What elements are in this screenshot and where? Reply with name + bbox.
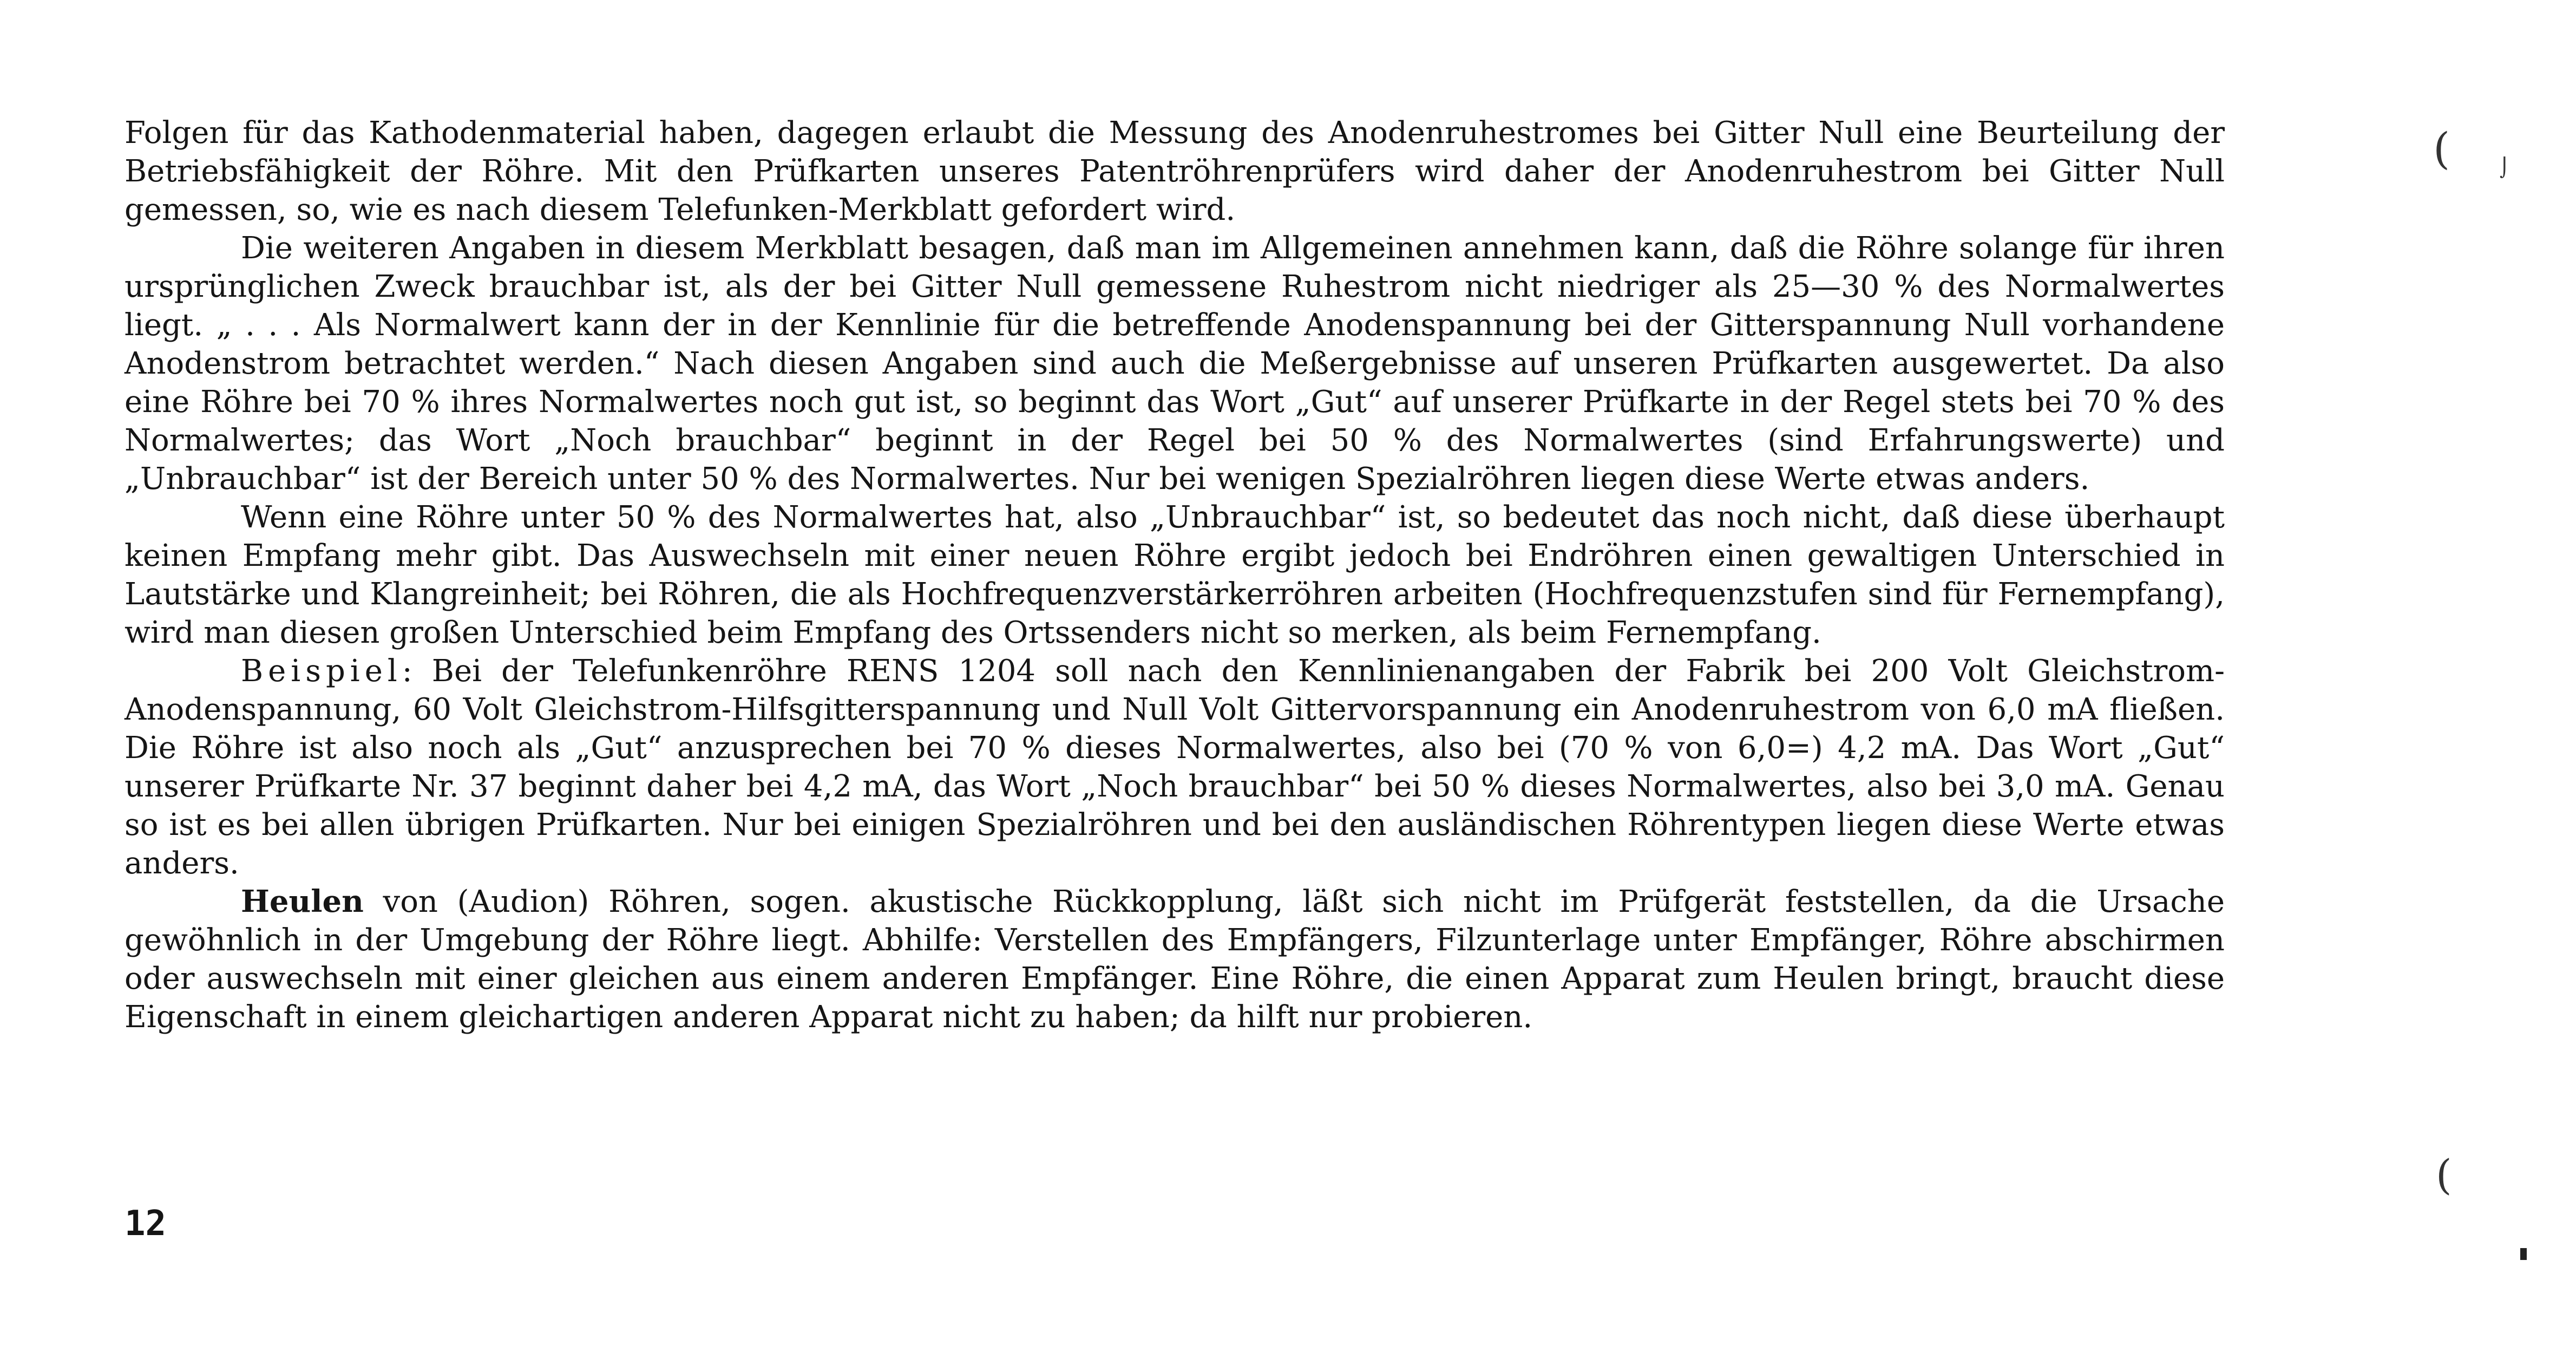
paragraph-1-text: Folgen für das Kathodenmaterial haben, dagegen erlaubt die Messung des Anodenruhestromes bei Gitter Null eine Beurteilung der Betriebsfähigkeit der Röhre. Mit den Prüfkarten unseres Patentröhrenprüfers wird daher der Anodenruhestrom bei Gitter Null gemessen, so, wie es nach diesem Telefunken-Merkblatt gefordert wird.	[124, 115, 2225, 227]
example-lead-word: Beispiel	[241, 654, 402, 689]
paragraph-4-example	[124, 652, 2225, 883]
paragraph-2-text: Die weiteren Angaben in diesem Merkblatt besagen, daß man im Allgemeinen annehmen kann, daß die Röhre solange für ihren ursprünglichen Zweck brauchbar ist, als der bei Gitter Null gemessene Ruhestrom nicht niedriger als 25—30 % des Normalwertes liegt. „ . . . Als Normalwert kann der in der Kennlinie für die betreffende Anodenspannung bei der Gitterspannung Null vorhandene Anodenstrom betrachtet werden.“ Nach diesen Angaben sind auch die Meßergebnisse auf unseren Prüfkarten ausgewertet. Da also eine Röhre bei 70 % ihres Normalwertes noch gut ist, so beginnt das Wort „Gut“ auf unserer Prüfkarte in der Regel stets bei 70 % des Normalwertes; das Wort „Noch brauchbar“ beginnt in der Regel bei 50 % des Normalwertes (sind Erfahrungswerte) und „Unbrauchbar“ ist der Bereich unter 50 % des Normalwertes. Nur bei wenigen Spezialröhren liegen diese Werte etwas anders.	[124, 231, 2225, 497]
paragraph-1	[124, 114, 2225, 229]
howling-lead-word: Heulen	[241, 884, 364, 919]
margin-mark-dot	[2520, 1248, 2527, 1260]
paragraph-5-howling	[124, 883, 2225, 1036]
page-number: 12	[124, 1204, 167, 1244]
margin-mark-bracket-lower: (	[2436, 1151, 2452, 1199]
paragraph-3-text: Wenn eine Röhre unter 50 % des Normalwertes hat, also „Unbrauchbar“ ist, so bedeutet das noch nicht, daß diese überhaupt keinen Empfang mehr gibt. Das Auswechseln mit einer neuen Röhre ergibt jedoch bei Endröhren einen gewaltigen Unterschied in Lautstärke und Klangreinheit; bei Röhren, die als Hochfrequenzverstärkerröhren arbeiten (Hochfrequenzstufen sind für Fernempfang), wird man diesen großen Unterschied beim Empfang des Ortssenders nicht so merken, als beim Fernempfang.	[124, 500, 2225, 650]
paragraph-5-text: von (Audion) Röhren, sogen. akustische Rückkopplung, läßt sich nicht im Prüfgerät feststellen, da die Ursache gewöhnlich in der Umgebung der Röhre liegt. Abhilfe: Verstellen des Empfängers, Filzunterlage unter Empfänger, Röhre abschirmen oder auswechseln mit einer gleichen aus einem anderen Empfänger. Eine Röhre, die einen Apparat zum Heulen bringt, braucht diese Eigenschaft in einem gleichartigen anderen Apparat nicht zu haben; da hilft nur probieren.	[124, 884, 2225, 1035]
margin-mark-hook: ⌡	[2500, 157, 2509, 179]
paragraph-4-text: : Bei der Telefunkenröhre RENS 1204 soll nach den Kennlinienangaben der Fabrik bei 200 Volt Gleichstrom-Anodenspannung, 60 Volt Gleichstrom-Hilfsgitterspannung und Null Volt Gittervorspannung ein Anodenruhestrom von 6,0 mA fließen. Die Röhre ist also noch als „Gut“ anzusprechen bei 70 % dieses Normalwertes, also bei (70 % von 6,0=) 4,2 mA. Das Wort „Gut“ unserer Prüfkarte Nr. 37 beginnt daher bei 4,2 mA, das Wort „Noch brauchbar“ bei 50 % dieses Normalwertes, also bei 3,0 mA. Genau so ist es bei allen übrigen Prüfkarten. Nur bei einigen Spezialröhren und bei den ausländischen Röhrentypen liegen diese Werte etwas anders.	[124, 654, 2225, 881]
margin-mark-bracket: (	[2433, 123, 2450, 174]
paragraph-2	[124, 229, 2225, 498]
paragraph-3	[124, 498, 2225, 652]
document-page	[124, 114, 2225, 1294]
